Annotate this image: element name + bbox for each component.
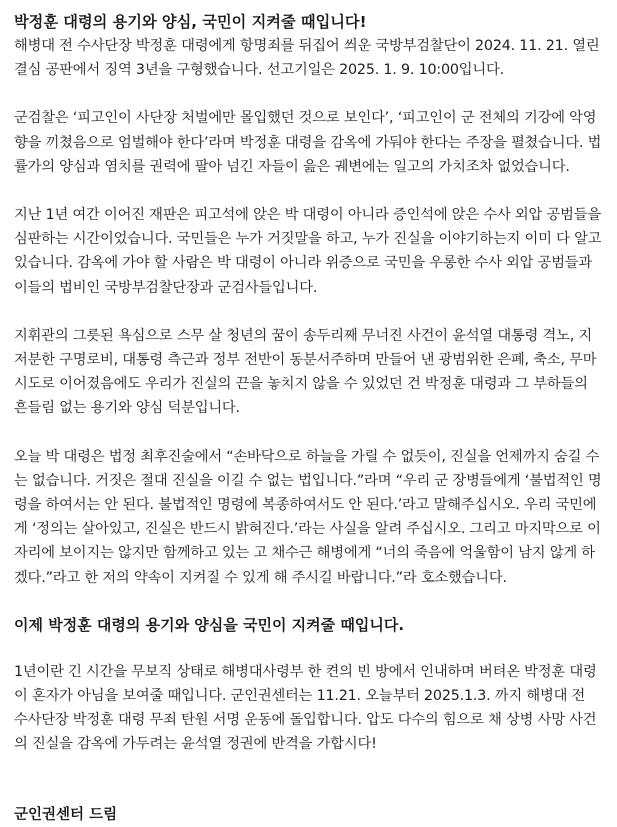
paragraph-spacer [14,637,603,660]
call-to-action-heading: 이제 박정훈 대령의 용기와 양심을 국민이 지켜줄 때입니다. [14,615,405,634]
paragraph-final-statement: 오늘 박 대령은 법정 최후진술에서 “손바닥으로 하늘을 가릴 수 없듯이, 진실을 언제까지 숨길 수는 없습니다. 거짓은 절대 진실을 이길 수 없는 법입니다.”라며 “우리 군 장병들에게 ‘불법적인 명령을 하여서는 안 된다. 불법적인 명령에 복종하여서도 안 된다.’라고 말해주십시오. 우리 국민에게 ‘정의는 살아있고, 진실은 반드시 밝혀진다.’라는 사실을 알려 주십시오. 그리고 마지막으로 이 자리에 보이지는 않지만 함께하고 있는 고 채수근 해병에게 “너의 죽음에 억울함이 남지 않게 하겠다.”라고 한 저의 약속이 지켜질 수 있게 해 주시길 바랍니다.”라 호소했습니다. [14,448,602,586]
paragraph-petition: 1년이란 긴 시간을 무보직 상태로 해병대사령부 한 켠의 빈 방에서 인내하며 버텨온 박정훈 대령이 혼자가 아님을 보여줄 때입니다. 군인권센터는 11.21. 오늘부터 2025.1.3. 까지 해병대 전 수사단장 박정훈 대령 무죄 탄원 서명 운동에 돌입합니다. 압도 다수의 힘으로 채 상병 사망 사건의 진실을 감옥에 가두려는 윤석열 정권에 반격을 가합시다! [14,663,597,753]
document-title: 박정훈 대령의 용기와 양심, 국민이 지켜줄 때입니다! [14,13,367,31]
paragraph-spacer [14,82,603,106]
paragraph-prosecution-claims: 군검찰은 ‘피고인이 사단장 처벌에만 몰입했던 것으로 보인다’, ‘피고인이 군 전체의 기강에 악영향을 끼쳤음으로 엄벌해야 한다’라며 박정훈 대령을 감옥에 가둬야 한다는 주장을 펼쳤습니다. 법률가의 양심과 염치를 권력에 팔아 넘긴 자들이 읊은 궤변에는 일고의 가치조차 없었습니다. [14,110,602,175]
signature: 군인권센터 드림 [14,806,118,823]
paragraph-spacer [14,421,603,445]
paragraph-announcement: 해병대 전 수사단장 박정훈 대령에게 항명죄를 뒤집어 씌운 국방부검찰단이 2024. 11. 21. 열린 결심 공판에서 징역 3년을 구형했습니다. 선고기일은 2025. 1. 9. 10:00입니다. [14,38,600,79]
paragraph-spacer [14,590,603,613]
paragraph-spacer [14,179,603,203]
paragraph-background: 지휘관의 그릇된 욕심으로 스무 살 청년의 꿈이 송두리째 무너진 사건이 윤석열 대통령 격노, 지저분한 구명로비, 대통령 측근과 정부 전반이 동분서주하며 만들어 낸 광범위한 은폐, 축소, 무마 시도로 이어졌음에도 우리가 진실의 끈을 놓치지 않을 수 있었던 건 박정훈 대령과 그 부하들의 흔들림 없는 용기와 양심 덕분입니다. [14,327,597,417]
paragraph-trial-summary: 지난 1년 여간 이어진 재판은 피고석에 앉은 박 대령이 아니라 증인석에 앉은 수사 외압 공범들을 심판하는 시간이었습니다. 국민들은 누가 거짓말을 하고, 누가 진실을 이야기하는지 이미 다 알고 있습니다. 감옥에 가야 할 사람은 박 대령이 아니라 위증으로 국민을 우롱한 수사 외압 공범들과 이들의 법비인 국방부검찰단장과 군검사들입니다. [14,207,602,296]
paragraph-spacer [14,300,603,324]
signature-spacer [14,757,603,803]
